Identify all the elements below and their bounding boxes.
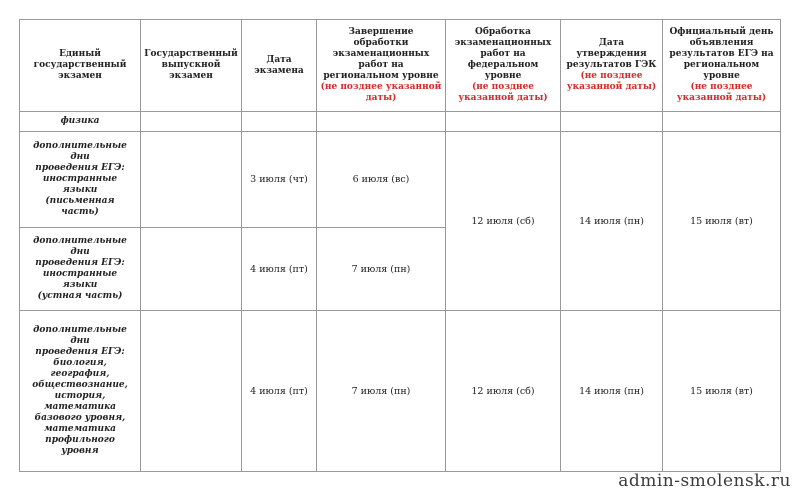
empty-cell	[141, 311, 242, 472]
exam-date-cell: 4 июля (пт)	[242, 228, 317, 311]
header-announcement-day-note: (не позднее указанной даты)	[676, 82, 767, 103]
header-regional-processing-note: (не позднее указанной даты)	[320, 82, 442, 103]
header-regional-processing-label: Завершение обработки экзаменационных работ на региональном уровне	[323, 27, 439, 81]
exam-date-cell: 3 июля (чт)	[242, 132, 317, 228]
header-federal-processing-label: Обработка экзаменационных работ на федеральном уровне	[454, 27, 552, 81]
announce-date-cell: 15 июля (вт)	[663, 311, 781, 472]
table-row-foreign-written	[20, 132, 781, 228]
subject-foreign-written: дополнительные дни проведения ЕГЭ: иностранные языки (письменная часть)	[20, 132, 141, 228]
subject-other: дополнительные дни проведения ЕГЭ: биология, география, обществознание, история, математика базового уровня, математика профильного уровня	[20, 311, 141, 472]
header-federal-processing-note: (не позднее указанной даты)	[458, 82, 548, 103]
regional-end-cell: 7 июля (пн)	[317, 311, 446, 472]
federal-date-cell: 12 июля (сб)	[446, 132, 561, 311]
exam-schedule-table	[19, 19, 781, 472]
exam-date-cell: 4 июля (пт)	[242, 311, 317, 472]
header-federal-processing	[446, 20, 561, 112]
empty-cell	[317, 112, 446, 132]
regional-end-cell: 7 июля (пн)	[317, 228, 446, 311]
table-row-physics	[20, 112, 781, 132]
announce-date-cell: 15 июля (вт)	[663, 132, 781, 311]
header-regional-processing	[317, 20, 446, 112]
empty-cell	[141, 228, 242, 311]
subject-foreign-oral: дополнительные дни проведения ЕГЭ: иностранные языки (устная часть)	[20, 228, 141, 311]
gek-date-cell: 14 июля (пн)	[561, 132, 663, 311]
header-exam-date: Дата экзамена	[242, 20, 317, 112]
empty-cell	[141, 132, 242, 228]
table-row-other-subjects	[20, 311, 781, 472]
site-watermark: admin-smolensk.ru	[618, 471, 791, 491]
header-row	[20, 20, 781, 112]
empty-cell	[242, 112, 317, 132]
header-gek-approval-note: (не позднее указанной даты)	[566, 71, 657, 92]
header-gek-approval-label: Дата утверждения результатов ГЭК	[566, 38, 657, 70]
header-gve: Государственный выпускной экзамен	[141, 20, 242, 112]
subject-physics: физика	[20, 112, 141, 132]
header-announcement-day	[663, 20, 781, 112]
gek-date-cell: 14 июля (пн)	[561, 311, 663, 472]
header-gek-approval	[561, 20, 663, 112]
federal-date-cell: 12 июля (сб)	[446, 311, 561, 472]
empty-cell	[141, 112, 242, 132]
empty-cell	[446, 112, 561, 132]
empty-cell	[561, 112, 663, 132]
header-ege: Единый государственный экзамен	[20, 20, 141, 112]
regional-end-cell: 6 июля (вс)	[317, 132, 446, 228]
header-announcement-day-label: Официальный день объявления результатов ЕГЭ на региональном уровне	[669, 27, 774, 81]
empty-cell	[663, 112, 781, 132]
